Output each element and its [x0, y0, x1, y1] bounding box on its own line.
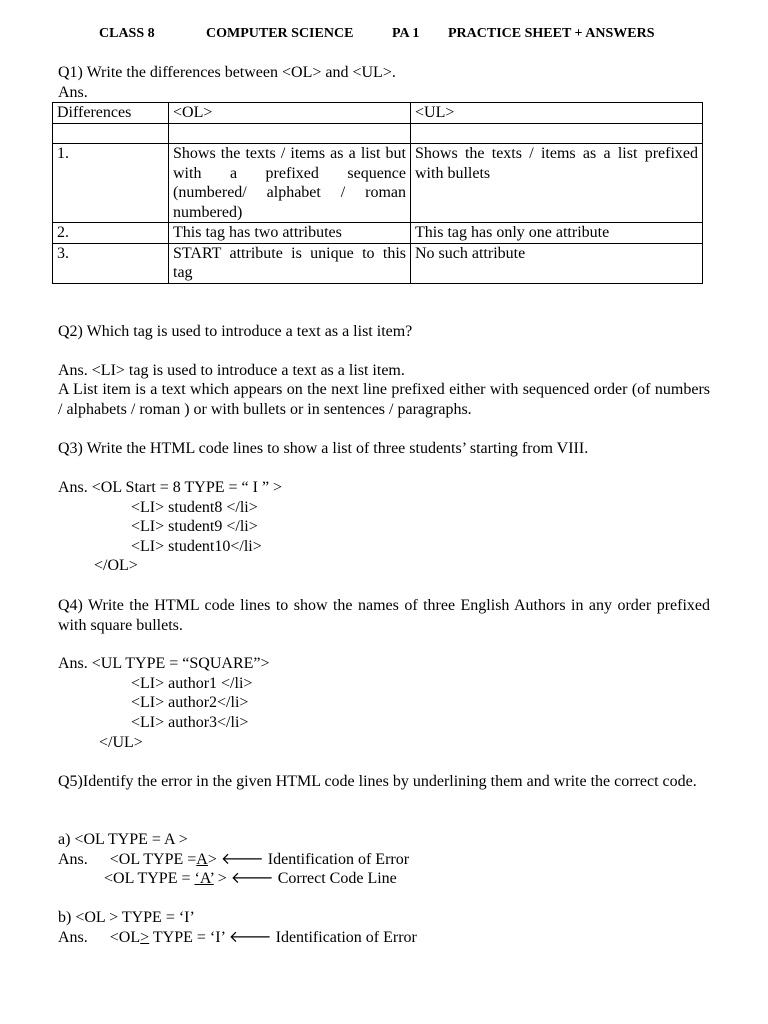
- q4-answer-line: Ans. <UL TYPE = “SQUARE”>: [58, 655, 270, 672]
- q3-answer-line: Ans. <OL Start = 8 TYPE = “ I ” >: [58, 479, 283, 496]
- q4-code-line: <LI> author1 </li>: [131, 675, 253, 692]
- table-cell: 2.: [53, 223, 169, 244]
- q4-question: Q4) Write the HTML code lines to show the names of three English Authors in any order prefixed with square bullets.: [58, 597, 710, 634]
- q5a-error-line: [58, 850, 409, 870]
- header-assessment: PA 1: [392, 26, 420, 41]
- q4-code-line: <LI> author3</li>: [131, 714, 249, 731]
- q5b-ans-label: Ans.: [58, 929, 88, 946]
- table-empty-row: [53, 123, 703, 144]
- table-cell: 3.: [53, 243, 169, 283]
- q5a-fix-line: [104, 869, 397, 889]
- q5a-fix-note: Correct Code Line: [277, 870, 397, 887]
- q5b-label: b) <OL > TYPE = ‘I’: [58, 909, 195, 926]
- table-cell: Shows the texts / items as a list but with a prefixed sequence (numbered/ alphabet / roman numbered): [169, 144, 411, 223]
- q5b-error-code: <OL: [109, 929, 141, 946]
- table-cell: START attribute is unique to this tag: [169, 243, 411, 283]
- table-cell: 1.: [53, 144, 169, 223]
- table-row: [53, 243, 703, 283]
- q3-close-tag: </OL>: [94, 557, 138, 574]
- q3-code-line: <LI> student9 </li>: [131, 518, 258, 535]
- q5a-ans-label: Ans.: [58, 851, 88, 868]
- q3-code-line: <LI> student8 </li>: [131, 499, 258, 516]
- q2-answer-line: Ans. <LI> tag is used to introduce a text as a list item.: [58, 362, 405, 379]
- q4-code-line: <LI> author2</li>: [131, 694, 249, 711]
- table-header-cell: <UL>: [411, 103, 703, 124]
- table-header-row: [53, 103, 703, 124]
- table-cell: Shows the texts / items as a list prefixed with bullets: [411, 144, 703, 223]
- table-cell: This tag has only one attribute: [411, 223, 703, 244]
- q4-close-tag: </UL>: [99, 734, 143, 751]
- table-header-cell: Differences: [53, 103, 169, 124]
- q1-question: Q1) Write the differences between <OL> and <UL>.: [58, 64, 396, 81]
- q3-code-line: <LI> student10</li>: [131, 538, 262, 555]
- q5a-error-code-end: >: [207, 851, 221, 868]
- q5a-fix-code-end: >: [213, 870, 231, 887]
- q5b-error-line: [58, 928, 417, 948]
- q3-question: Q3) Write the HTML code lines to show a list of three students’ starting from VIII.: [58, 440, 589, 457]
- q5a-fix-code: <OL TYPE =: [104, 870, 195, 887]
- q2-answer-paragraph: A List item is a text which appears on the next line prefixed either with sequenced order (of numbers / alphabets / roman ) or with bullets or in sentences / paragraphs.: [58, 381, 710, 418]
- left-arrow-icon: 🡐: [230, 870, 274, 887]
- q5a-error-underlined: A: [196, 851, 208, 868]
- q1-ans-label: Ans.: [58, 84, 88, 101]
- table-row: [53, 144, 703, 223]
- q5a-fix-underlined: ‘A’: [194, 870, 214, 887]
- q5a-label: a) <OL TYPE = A >: [58, 831, 188, 848]
- q2-question: Q2) Which tag is used to introduce a text as a list item?: [58, 323, 413, 340]
- header-subject: COMPUTER SCIENCE: [206, 26, 354, 41]
- q5-question: Q5)Identify the error in the given HTML code lines by underlining them and write the correct code.: [58, 773, 697, 790]
- left-arrow-icon: 🡐: [228, 929, 272, 946]
- table-cell: No such attribute: [411, 243, 703, 283]
- q5a-error-code: <OL TYPE =: [109, 851, 197, 868]
- left-arrow-icon: 🡐: [220, 851, 264, 868]
- page-header: [0, 26, 768, 46]
- table-cell: This tag has two attributes: [169, 223, 411, 244]
- table-row: [53, 223, 703, 244]
- q5b-error-note: Identification of Error: [275, 929, 417, 946]
- q5b-error-code-end: TYPE = ‘I’: [149, 929, 229, 946]
- q5a-error-note: Identification of Error: [267, 851, 410, 868]
- table-header-cell: <OL>: [169, 103, 411, 124]
- header-class: CLASS 8: [99, 26, 155, 41]
- header-sheet: PRACTICE SHEET + ANSWERS: [448, 26, 655, 41]
- differences-table: [52, 102, 703, 284]
- q5b-error-underlined: >: [140, 929, 150, 946]
